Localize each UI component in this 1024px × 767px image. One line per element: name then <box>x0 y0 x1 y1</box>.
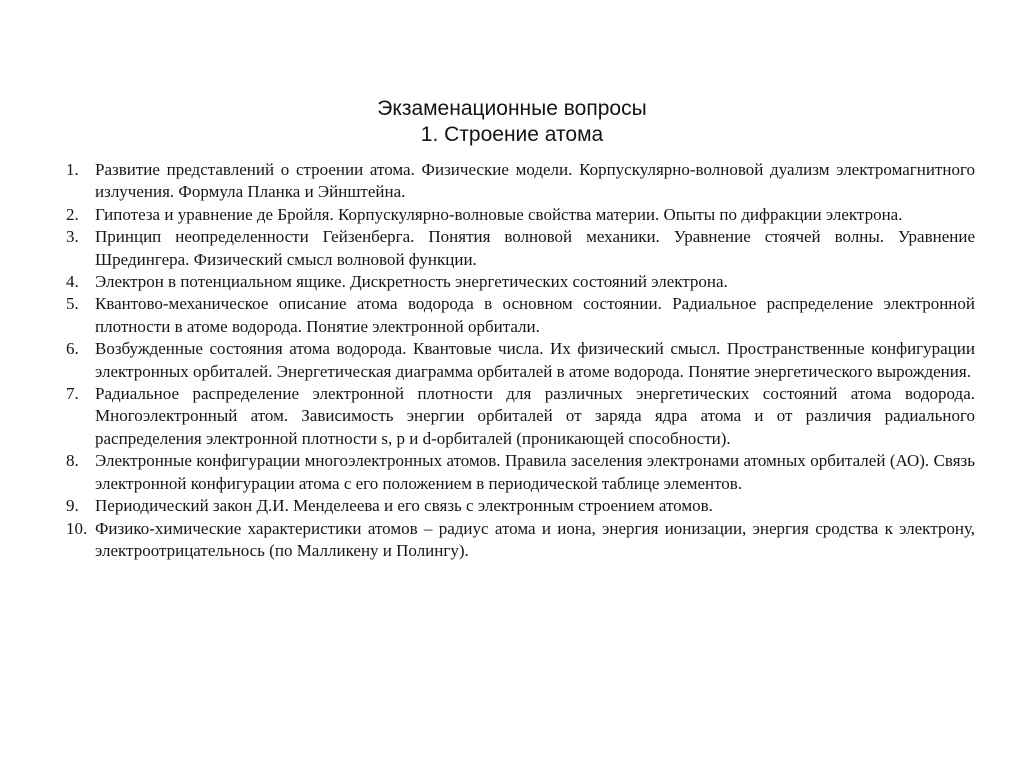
question-number: 3. <box>66 227 79 247</box>
page-title: Экзаменационные вопросы <box>377 97 647 120</box>
question-item <box>66 338 975 383</box>
question-number: 7. <box>66 384 79 404</box>
question-number: 6. <box>66 339 79 359</box>
questions-list <box>66 159 975 562</box>
question-number: 2. <box>66 204 79 224</box>
question-text: Периодический закон Д.И. Менделеева и его связь с электронным строением атомов. <box>95 496 713 516</box>
question-item <box>66 495 975 517</box>
slide-header <box>32 0 992 148</box>
page-subtitle: 1. Строение атома <box>420 123 604 146</box>
question-text: Развитие представлений о строении атома. Физические модели. Корпускулярно-волновой дуализм электромагнитного излучения. Формула Планка и Эйнштейна. <box>95 160 975 202</box>
question-item <box>66 450 975 495</box>
question-number: 9. <box>66 496 79 516</box>
question-item <box>66 293 975 338</box>
question-text: Гипотеза и уравнение де Бройля. Корпускулярно-волновые свойства материи. Опыты по дифракции электрона. <box>95 204 903 224</box>
question-number: 10. <box>66 518 88 538</box>
question-number: 8. <box>66 451 79 471</box>
question-number: 4. <box>66 272 79 292</box>
question-text: Принцип неопределенности Гейзенберга. Понятия волновой механики. Уравнение стоячей волны. Уравнение Шредингера. Физический смысл волновой функции. <box>95 227 975 269</box>
question-text: Радиальное распределение электронной плотности для различных энергетических состояний атома водорода. Многоэлектронный атом. Зависимость энергии орбиталей от заряда ядра атома и от различия радиального распределения электронной плотности s, p и d-орбиталей (проникающей способности). <box>95 384 975 448</box>
question-item <box>66 383 975 450</box>
question-item <box>66 271 975 293</box>
question-item <box>66 226 975 271</box>
question-text: Электрон в потенциальном ящике. Дискретность энергетических состояний электрона. <box>95 272 728 292</box>
question-item <box>66 204 975 226</box>
question-number: 1. <box>66 160 79 179</box>
question-text: Возбужденные состояния атома водорода. Квантовые числа. Их физический смысл. Пространственные конфигурации электронных орбиталей. Энергетическая диаграмма орбиталей в атоме водорода. Понятие энергетического вырождения. <box>95 339 975 381</box>
question-text: Квантово-механическое описание атома водорода в основном состоянии. Радиальное распределение электронной плотности в атоме водорода. Понятие электронной орбитали. <box>95 294 975 336</box>
question-number: 5. <box>66 294 79 314</box>
question-text: Физико-химические характеристики атомов – радиус атома и иона, энергия ионизации, энергия сродства к электрону, электроотрицательнось (по Малликену и Полингу). <box>95 518 975 560</box>
question-text: Электронные конфигурации многоэлектронных атомов. Правила заселения электронами атомных орбиталей (АО). Связь электронной конфигурации атома с его положением в периодической таблице элементов. <box>95 451 975 493</box>
question-item <box>66 518 975 563</box>
question-item <box>66 159 975 204</box>
